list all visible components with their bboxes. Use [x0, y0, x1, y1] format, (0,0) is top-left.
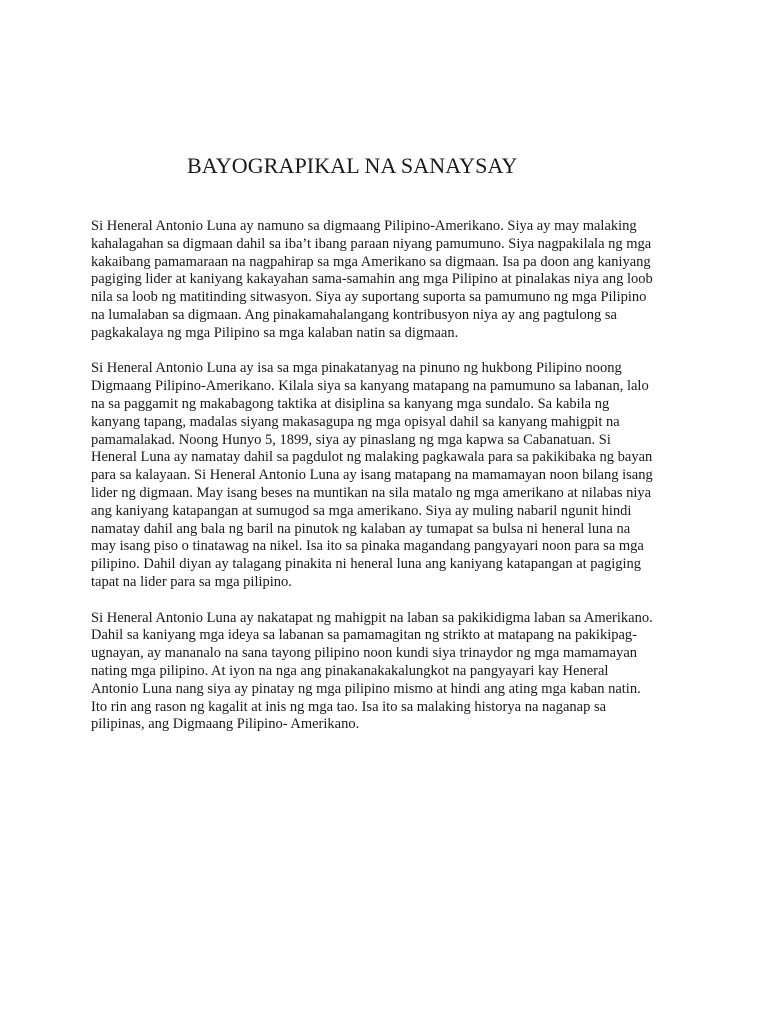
- text-line: ang kaniyang katapangan at sumugod sa mga amerikano. Siya ay muling nabaril ngunit hindi: [91, 502, 632, 519]
- text-line: lider ng digmaan. May isang beses na muntikan na sila matalo ng mga amerikano at nilabas niya: [91, 484, 652, 501]
- text-line: para sa kalayaan. Si Heneral Antonio Luna ay isang matapang na mamamayan noon bilang isang: [91, 467, 653, 484]
- text-line: na lumalaban sa digmaan. Ang pinakamahalangang kontribusyon niya ay ang pagtulong sa: [91, 306, 617, 323]
- paragraph-2: [91, 360, 683, 591]
- text-line: Digmaang Pilipino-Amerikano. Kilala siya sa kanyang matapang na pamumuno sa labanan, lalo: [91, 378, 649, 395]
- text-line: Antonio Luna nang siya ay pinatay ng mga pilipino mismo at hindi ang ating mga kaban natin.: [91, 680, 641, 697]
- text-line: pamamalakad. Noong Hunyo 5, 1899, siya ay pinaslang ng mga kapwa sa Cabanatuan. Si: [91, 431, 611, 448]
- text-line: ugnayan, ay mananalo na sana tayong pilipino noon kundi siya trinaydor ng mga mamamayan: [91, 645, 638, 662]
- text-line: namatay dahil ang bala ng baril na pinutok ng kalaban ay tumapat sa bulsa ni heneral luna na: [91, 520, 631, 537]
- text-line: tapat na lider para sa mga pilipino.: [91, 573, 292, 590]
- text-line: pagkakalaya ng mga Pilipino sa mga kalaban natin sa digmaan.: [91, 324, 459, 341]
- text-line: nila sa loob ng matitinding sitwasyon. Siya ay suportang suporta sa pamumuno ng mga Pilipino: [91, 289, 647, 306]
- text-line: Dahil sa kaniyang mga ideya sa labanan sa pamamagitan ng strikto at matapang na pakikipag-: [91, 627, 637, 644]
- text-line: Heneral Luna ay namatay dahil sa pagdulot ng malaking pagkawala para sa pakikibaka ng bayan: [91, 449, 653, 466]
- text-line: Si Heneral Antonio Luna ay nakatapat ng mahigpit na laban sa pakikidigma laban sa Amerikano.: [91, 609, 653, 626]
- text-line: Si Heneral Antonio Luna ay namuno sa digmaang Pilipino-Amerikano. Siya ay may malaking: [91, 218, 637, 234]
- text-line: pilipinas, ang Digmaang Pilipino- Amerikano.: [91, 716, 360, 733]
- text-line: na sa paggamit ng makabagong taktika at disiplina sa kanyang mga sundalo. Sa kabila ng: [91, 395, 610, 412]
- document-title: BAYOGRAPIKAL NA SANAYSAY: [187, 153, 518, 178]
- text-line: Si Heneral Antonio Luna ay isa sa mga pinakatanyag na pinuno ng hukbong Pilipino noong: [91, 360, 622, 377]
- text-line: kakaibang pamamaraan na nagpahirap sa mga Amerikano sa digmaan. Isa pa doon ang kaniyang: [91, 253, 651, 270]
- document-body: [91, 218, 683, 752]
- paragraph-1: [91, 218, 683, 343]
- text-line: pilipino. Dahil diyan ay talagang pinakita ni heneral luna ang kaniyang katapangan at pagiging: [91, 556, 642, 573]
- text-line: kahalagahan sa digmaan dahil sa iba’t ibang paraan niyang pamumuno. Siya nagpakilala ng mga: [91, 235, 652, 252]
- paragraph-3: [91, 610, 683, 735]
- text-line: may isang piso o tinatawag na nikel. Isa ito sa pinaka magandang pangyayari noon para sa mga: [91, 538, 644, 555]
- text-line: kanyang tapang, madalas siyang makasagupa ng mga opisyal dahil sa kanyang mahigpit na: [91, 413, 620, 430]
- text-line: pagiging lider at kaniyang kakayahan sama-samahin ang mga Pilipino at pinalakas niya ang loob: [91, 271, 653, 288]
- text-line: Ito rin ang rason ng kagalit at inis ng mga tao. Isa ito sa malaking historya na naganap sa: [91, 698, 607, 715]
- text-line: nating mga pilipino. At iyon na nga ang pinakanakakalungkot na pangyayari kay Heneral: [91, 662, 609, 679]
